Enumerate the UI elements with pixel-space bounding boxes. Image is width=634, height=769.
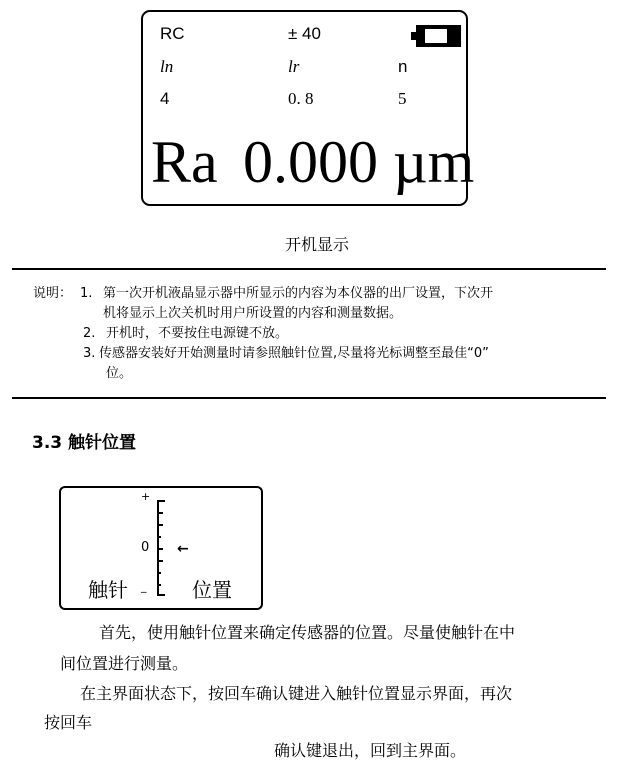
- note-3-line-2: 位。: [106, 366, 133, 381]
- section-title: 3.3 触针位置: [32, 433, 137, 453]
- lcd-startup-display: [141, 10, 475, 206]
- scale-tick-zero: [157, 548, 163, 550]
- paragraph-1-line-1: 首先，使用触针位置来确定传感器的位置。尽量使触针在中: [99, 623, 516, 642]
- scale-tick: [157, 512, 163, 514]
- scale-minus-label: _: [141, 580, 147, 593]
- scale-tick: [157, 500, 165, 502]
- scale-tick: [157, 572, 161, 574]
- scale-tick: [157, 584, 161, 586]
- scale-plus-label: +: [141, 490, 151, 503]
- paragraph-2-line-3: 确认键退出，回到主界面。: [274, 741, 467, 760]
- note-2-num: 2.: [83, 326, 96, 341]
- n-value: 5: [398, 89, 407, 108]
- note-2-line-1: 开机时，不要按住电源键不放。: [106, 326, 289, 341]
- lr-label: lr: [288, 57, 300, 76]
- reading-param: Ra: [151, 129, 218, 195]
- note-3-num: 3.: [83, 346, 96, 361]
- mode-label: RC: [160, 24, 185, 43]
- n-label: n: [398, 57, 408, 76]
- battery-half-icon: [411, 25, 461, 47]
- divider-bottom: [12, 397, 606, 399]
- divider-top: [12, 268, 606, 270]
- paragraph-1-line-2: 间位置进行测量。: [60, 654, 189, 673]
- stylus-position-display: [59, 486, 263, 610]
- ln-label: ln: [160, 57, 174, 76]
- left-arrow-icon: ←: [177, 541, 189, 557]
- reading-value: 0.000: [243, 129, 378, 195]
- note-1-line-2: 机将显示上次关机时用户所设置的内容和测量数据。: [103, 306, 403, 321]
- reading-unit: µm: [393, 129, 475, 195]
- scale-tick: [157, 536, 161, 538]
- note-3-line-1: 传感器安装好开始测量时请参照触针位置,尽量将光标调整至最佳“0”: [99, 346, 489, 361]
- scale-tick: [157, 560, 163, 562]
- lr-value: 0. 8: [288, 89, 314, 108]
- stylus-label-left: 触针: [88, 578, 128, 602]
- scale-tick: [157, 524, 163, 526]
- scale-tick: [157, 594, 165, 596]
- stylus-label-right: 位置: [192, 578, 232, 602]
- paragraph-2-line-2: 按回车: [44, 713, 93, 732]
- paragraph-2-line-1: 在主界面状态下，按回车确认键进入触针位置显示界面，再次: [80, 684, 513, 703]
- ln-value: 4: [160, 89, 170, 108]
- note-1-line-1: 第一次开机液晶显示器中所显示的内容为本仪器的出厂设置，下次开: [103, 286, 494, 301]
- range-label: ± 40: [288, 24, 321, 43]
- figure-caption: 开机显示: [284, 235, 349, 254]
- notes-prefix: 说明：: [33, 286, 73, 301]
- note-1-num: 1.: [80, 286, 93, 301]
- scale-zero-label: 0: [141, 540, 150, 555]
